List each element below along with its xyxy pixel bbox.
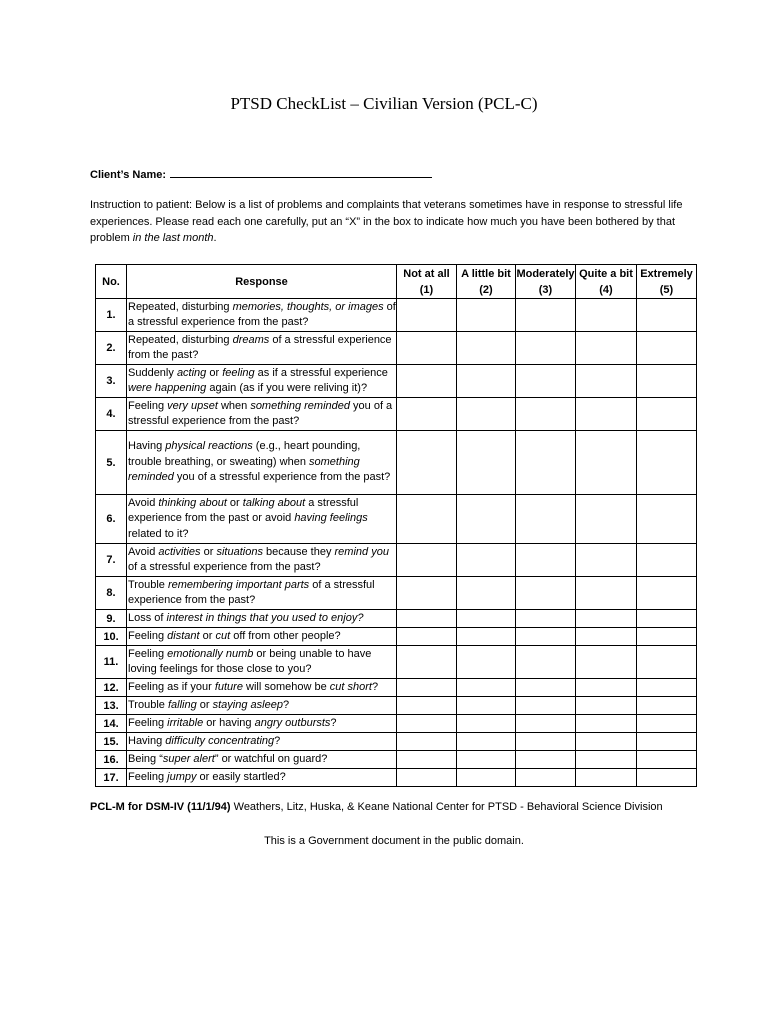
rating-box[interactable] [516,299,576,332]
plain-text: Feeling [128,399,168,412]
header-response: Response [127,265,397,299]
rating-box[interactable] [576,646,637,679]
header-row [96,265,697,299]
symptom-text [127,577,397,610]
emphasis-text: cut [215,629,231,642]
symptom-text [127,332,397,365]
emphasis-text: interest in things that you used to enjoy? [166,611,364,624]
rating-box[interactable] [397,577,457,610]
plain-text: or having [203,716,255,729]
plain-text: Avoid [128,496,159,509]
plain-text: ? [371,680,379,693]
row-number: 13. [96,697,127,715]
row-number: 9. [96,610,127,628]
plain-text: Feeling [128,770,168,783]
table-row [96,751,697,769]
symptom-text [127,751,397,769]
rating-box[interactable] [576,715,637,733]
rating-box[interactable] [516,365,576,398]
row-number: 2. [96,332,127,365]
plain-text: Feeling [128,647,168,660]
rating-box[interactable] [397,431,457,495]
row-number: 6. [96,495,127,544]
instruction-text: Instruction to patient: Below is a list of problems and complaints that veterans sometimes have in response to stressful life experiences. Please read each one carefully, put an “X” in the box to indicate how much you have been bothered by that problem [90,199,683,244]
rating-box[interactable] [457,628,516,646]
row-number: 17. [96,769,127,787]
rating-box[interactable] [397,332,457,365]
table-row [96,733,697,751]
table-row [96,577,697,610]
table-row [96,495,697,544]
table-row [96,365,697,398]
client-name-label: Client’s Name: [90,169,167,181]
table-row [96,398,697,431]
emphasis-text: emotionally numb [167,647,254,660]
rating-box[interactable] [576,610,637,628]
plain-text: or [200,545,217,558]
symptom-text [127,365,397,398]
emphasis-text: were happening [128,382,207,394]
rating-box[interactable] [516,577,576,610]
rating-box[interactable] [637,751,697,769]
plain-text: ? [274,734,281,747]
rating-box[interactable] [516,733,576,751]
rating-box[interactable] [516,544,576,577]
row-number: 10. [96,628,127,646]
row-number: 4. [96,398,127,431]
plain-text: will somehow be [242,680,330,693]
plain-text: of a stressful experience from the past? [128,561,321,573]
rating-box[interactable] [516,332,576,365]
rating-box[interactable] [516,751,576,769]
emphasis-text: remind you [334,545,389,558]
emphasis-text: super alert [162,752,215,765]
rating-box[interactable] [637,769,697,787]
rating-box[interactable] [576,733,637,751]
plain-text: or [226,496,243,509]
plain-text: a stressful experience from the past or avoid [128,496,359,525]
rating-box[interactable] [397,646,457,679]
footer-citation-bold: PCL-M for DSM-IV (11/1/94) [90,801,231,813]
emphasis-text: jumpy [167,770,197,783]
rating-box[interactable] [576,769,637,787]
plain-text: Trouble [128,578,168,591]
rating-box[interactable] [637,398,697,431]
symptom-text [127,628,397,646]
rating-box[interactable] [457,715,516,733]
emphasis-text: situations [216,545,263,558]
rating-box[interactable] [576,577,637,610]
plain-text: as if a stressful experience [254,366,388,379]
table-row [96,299,697,332]
rating-box[interactable] [576,697,637,715]
row-number: 15. [96,733,127,751]
rating-box[interactable] [397,751,457,769]
rating-box[interactable] [457,769,516,787]
rating-box[interactable] [457,697,516,715]
symptom-text [127,679,397,697]
checklist-table [95,264,697,787]
plain-text: Being “ [128,752,163,765]
emphasis-text: difficulty concentrating [165,734,275,747]
plain-text: (e.g., heart pounding, trouble breathing, or sweating) when [128,440,361,468]
rating-box[interactable] [397,544,457,577]
rating-box[interactable] [516,715,576,733]
emphasis-text: falling [167,698,197,711]
row-number: 12. [96,679,127,697]
plain-text: Feeling [128,716,168,729]
rating-box[interactable] [457,495,516,544]
client-name-field[interactable] [90,168,432,181]
emphasis-text: distant [167,629,200,642]
emphasis-text: future [214,680,243,693]
rating-box[interactable] [576,628,637,646]
plain-text: Having [128,440,166,453]
emphasis-text: having feelings [294,512,368,525]
symptom-text [127,715,397,733]
plain-text: related to it? [128,527,189,540]
table-row [96,646,697,679]
rating-box[interactable] [397,679,457,697]
plain-text: of a stressful experience from the past? [128,300,396,328]
plain-text: or being unable to have loving feelings for those close to you? [128,647,372,675]
emphasis-text: cut short [329,680,372,693]
emphasis-text: acting [176,366,207,379]
rating-box[interactable] [457,751,516,769]
footer-citation [90,801,663,813]
symptom-text [127,299,397,332]
plain-text: because they [262,545,335,558]
symptom-text [127,697,397,715]
rating-box[interactable] [637,577,697,610]
table-row [96,697,697,715]
public-domain-note: This is a Government document in the public domain. [264,835,524,847]
row-number: 3. [96,365,127,398]
instruction-emphasis: in the last month [132,232,214,244]
emphasis-text: activities [158,545,201,558]
rating-box[interactable] [576,544,637,577]
rating-box[interactable] [637,431,697,495]
rating-box[interactable] [397,733,457,751]
rating-box[interactable] [397,495,457,544]
plain-text: ” or watchful on guard? [214,752,328,765]
emphasis-text: very upset [167,399,218,412]
symptom-text [127,733,397,751]
plain-text: Loss of [128,611,167,624]
rating-box[interactable] [397,610,457,628]
document-title: PTSD CheckList – Civilian Version (PCL-C) [230,94,538,113]
rating-box[interactable] [576,431,637,495]
emphasis-text: thinking about [158,496,227,509]
symptom-text [127,398,397,431]
rating-box[interactable] [397,715,457,733]
rating-box[interactable] [516,628,576,646]
table-row [96,610,697,628]
table-row [96,332,697,365]
plain-text: Repeated, disturbing [128,333,233,346]
row-number: 1. [96,299,127,332]
rating-box[interactable] [516,679,576,697]
emphasis-text: staying asleep [212,698,283,711]
symptom-text [127,646,397,679]
rating-box[interactable] [576,751,637,769]
emphasis-text: memories, thoughts, or images [232,300,384,313]
rating-box[interactable] [397,299,457,332]
header-no: No. [96,265,127,299]
plain-text: Feeling as if your [128,680,215,693]
rating-box[interactable] [457,398,516,431]
rating-box[interactable] [637,610,697,628]
footer-citation-rest: Weathers, Litz, Huska, & Keane National Center for PTSD - Behavioral Science Division [230,801,663,813]
rating-box[interactable] [576,365,637,398]
rating-box[interactable] [516,431,576,495]
table-row [96,769,697,787]
symptom-text [127,544,397,577]
plain-text: when [217,399,251,412]
rating-box[interactable] [637,544,697,577]
plain-text: you of a stressful experience from the past? [173,471,391,484]
rating-box[interactable] [637,733,697,751]
rating-box[interactable] [457,577,516,610]
plain-text: of a stressful experience from the past? [128,333,392,361]
plain-text: again (as if you were reliving it)? [206,382,368,394]
rating-box[interactable] [516,697,576,715]
rating-box[interactable] [576,398,637,431]
rating-box[interactable] [637,495,697,544]
plain-text: Suddenly [128,366,177,379]
rating-box[interactable] [457,365,516,398]
emphasis-text: remembering important parts [167,578,310,591]
emphasis-text: talking about [242,496,306,509]
plain-text: of a stressful experience from the past? [128,578,375,606]
table-row [96,628,697,646]
table-row [96,715,697,733]
row-number: 16. [96,751,127,769]
plain-text: off from other people? [230,629,341,642]
rating-box[interactable] [637,646,697,679]
plain-text: or [196,698,213,711]
header-moderately: Moderately (3) [516,265,576,299]
header-not-at-all: Not at all (1) [397,265,457,299]
row-number: 11. [96,646,127,679]
row-number: 5. [96,431,127,495]
rating-box[interactable] [576,332,637,365]
rating-box[interactable] [457,299,516,332]
rating-box[interactable] [457,431,516,495]
rating-box[interactable] [457,733,516,751]
rating-box[interactable] [457,544,516,577]
client-name-line[interactable] [170,168,432,178]
symptom-text [127,431,397,495]
rating-box[interactable] [576,495,637,544]
emphasis-text: something reminded [250,399,350,412]
table-row [96,431,697,495]
plain-text: or [206,366,223,379]
plain-text: Avoid [128,545,159,558]
instructions [90,197,710,247]
rating-box[interactable] [637,679,697,697]
plain-text: ? [330,716,337,729]
rating-box[interactable] [637,365,697,398]
instruction-end: . [213,232,217,244]
emphasis-text: physical reactions [165,440,253,453]
rating-box[interactable] [516,646,576,679]
table-row [96,679,697,697]
table-row [96,544,697,577]
rating-box[interactable] [457,610,516,628]
rating-box[interactable] [637,715,697,733]
rating-box[interactable] [397,697,457,715]
plain-text: or [199,629,216,642]
plain-text: Trouble [128,698,168,711]
rating-box[interactable] [516,398,576,431]
emphasis-text: angry outbursts [254,716,331,729]
rating-box[interactable] [637,332,697,365]
rating-box[interactable] [516,769,576,787]
symptom-text [127,769,397,787]
rating-box[interactable] [576,679,637,697]
plain-text: ? [282,698,290,711]
emphasis-text: something reminded [128,455,360,484]
row-number: 8. [96,577,127,610]
rating-box[interactable] [457,332,516,365]
rating-box[interactable] [637,299,697,332]
row-number: 7. [96,544,127,577]
plain-text: Feeling [128,629,168,642]
rating-box[interactable] [637,697,697,715]
emphasis-text: feeling [222,366,255,379]
rating-box[interactable] [637,628,697,646]
rating-box[interactable] [397,365,457,398]
plain-text: or easily startled? [196,770,286,783]
rating-box[interactable] [457,646,516,679]
rating-box[interactable] [516,610,576,628]
plain-text: Repeated, disturbing [128,300,233,313]
symptom-text [127,495,397,544]
header-extremely: Extremely (5) [637,265,697,299]
header-a-little-bit: A little bit (2) [457,265,516,299]
rating-box[interactable] [397,628,457,646]
row-number: 14. [96,715,127,733]
header-quite-a-bit: Quite a bit (4) [576,265,637,299]
rating-box[interactable] [397,769,457,787]
plain-text: you of a stressful experience from the past? [128,399,393,427]
rating-box[interactable] [516,495,576,544]
symptom-text [127,610,397,628]
rating-box[interactable] [576,299,637,332]
rating-box[interactable] [397,398,457,431]
emphasis-text: irritable [167,716,204,729]
emphasis-text: dreams [232,333,270,346]
rating-box[interactable] [457,679,516,697]
plain-text: Having [128,734,166,747]
